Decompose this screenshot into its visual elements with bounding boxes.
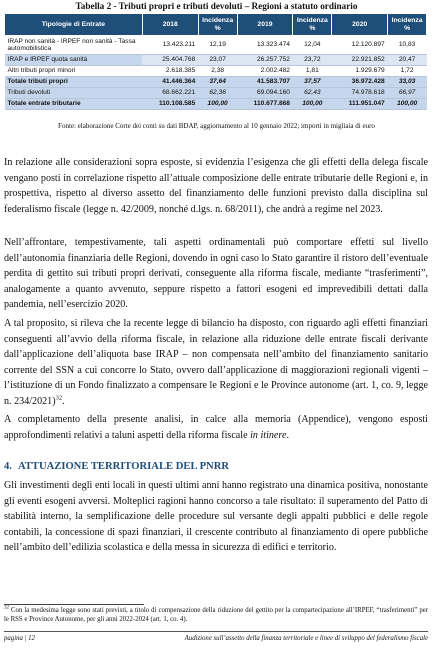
header-incidence-2019: Incidenza % <box>293 14 332 36</box>
paragraph-4-italic: in itinere <box>250 429 287 441</box>
header-2019: 2019 <box>237 14 293 36</box>
value-2020: 74.978.618 <box>332 88 388 99</box>
row-label: IRAP e IRPEF quota sanità <box>5 55 143 66</box>
paragraph-2: Nell’affrontare, tempestivamente, tali aspetti ordinamentali può comportare effetti sul livello dell’autonomia finanziaria delle Regioni, dovendo in ogni caso lo Stato garantire il ristoro dell’eventuale perdita di gettito sui tributi propri derivati, conseguente alla riforma fiscale, mediante “trasferimenti”, analogamente a quanto avvenuto, seppure rispetto a fattori esogeni ed imprevedibili dettati dalla pandemia, nell’esercizio 2020. <box>4 237 428 311</box>
value-2019: 110.677.868 <box>237 99 293 110</box>
value-2020: 22.921.852 <box>332 55 388 66</box>
incidence-2018: 62,36 <box>198 88 237 99</box>
page-number: pagina | 12 <box>4 635 35 642</box>
table-row-subtotal <box>5 77 427 88</box>
footnote-number: 32 <box>4 605 9 611</box>
value-2019: 69.094.160 <box>237 88 293 99</box>
page-footer <box>4 633 428 645</box>
section-number: 4. <box>4 461 12 472</box>
running-title: Audizione sull’assetto della finanza territoriale e linee di sviluppo del federalismo fiscale <box>184 635 428 642</box>
value-2018: 2.618.385 <box>142 66 198 77</box>
table-title: Tabella 2 - Tributi propri e tributi devoluti – Regioni a statuto ordinario <box>75 1 358 11</box>
row-label: Tributi devoluti <box>5 88 143 99</box>
value-2019: 41.583.707 <box>237 77 293 88</box>
header-2018: 2018 <box>142 14 198 36</box>
paragraph-3-end: . <box>62 395 65 407</box>
value-2018: 41.446.364 <box>142 77 198 88</box>
header-incidence-2020: Incidenza % <box>388 14 427 36</box>
incidence-2018: 37,64 <box>198 77 237 88</box>
tax-revenue-table <box>4 13 427 110</box>
row-label: Totale tributi propri <box>5 77 143 88</box>
value-2019: 26.257.752 <box>237 55 293 66</box>
section-title: ATTUAZIONE TERRITORIALE DEL PNRR <box>17 461 229 472</box>
value-2019: 13.323.474 <box>237 36 293 55</box>
row-label: IRAP non sanità - IRPEF non sanità - Tassa automobilistica <box>5 36 143 55</box>
incidence-2018: 12,19 <box>198 36 237 55</box>
footer-separator <box>4 631 428 632</box>
table-row <box>5 55 427 66</box>
footnote-separator <box>4 604 144 605</box>
paragraph-4-text: A completamento della presente analisi, in calce alla memoria (Appendice), vengono esposti approfondimenti relativi a taluni aspetti della riforma fiscale <box>4 414 428 441</box>
incidence-2019: 23,72 <box>293 55 332 66</box>
row-label: Altri tributi propri minori <box>5 66 143 77</box>
value-2018: 13.423.211 <box>142 36 198 55</box>
incidence-2019: 1,81 <box>293 66 332 77</box>
value-2020: 111.951.047 <box>332 99 388 110</box>
row-label: Totale entrate tributarie <box>5 99 143 110</box>
value-2018: 25.404.768 <box>142 55 198 66</box>
value-2018: 110.108.585 <box>142 99 198 110</box>
incidence-2018: 23,07 <box>198 55 237 66</box>
value-2020: 1.929.679 <box>332 66 388 77</box>
incidence-2020: 66,97 <box>388 88 427 99</box>
value-2020: 36.972.428 <box>332 77 388 88</box>
incidence-2019: 37,57 <box>293 77 332 88</box>
paragraph-4 <box>4 412 428 443</box>
footnote-text: Con la medesima legge sono stati previsti, a titolo di compensazione della riduzione del gettito per la compartecipazione all’IRPEF, “trasferimenti” per le RSS e Province Autonome, per gli anni 2022-2024 (art. 1, co. 4). <box>4 607 428 623</box>
value-2019: 2.002.482 <box>237 66 293 77</box>
table-row <box>5 88 427 99</box>
incidence-2020: 20,47 <box>388 55 427 66</box>
paragraph-1: In relazione alle considerazioni sopra esposte, si evidenzia l’esigenza che gli effetti della delega fiscale vengano posti in correlazione rispetto all’attuale composizione delle entrate tributarie delle Regioni e, in prospettiva, rispetto al diverso assetto del finanziamento delle funzioni previsto dalla disciplina sul federalismo fiscale (legge n. 42/2009, nonché d.lgs. n. 68/2011), che andrà a regime nel 2023. <box>4 157 428 215</box>
footnote-reference[interactable]: 32 <box>55 394 63 402</box>
incidence-2020: 1,72 <box>388 66 427 77</box>
header-2020: 2020 <box>332 14 388 36</box>
incidence-2020: 10,83 <box>388 36 427 55</box>
table-header-row <box>5 14 427 36</box>
footnote <box>4 606 428 624</box>
table-row <box>5 36 427 55</box>
value-2020: 12.120.897 <box>332 36 388 55</box>
paragraph-3-text: A tal proposito, si rileva che la recente legge di bilancio ha disposto, con riguardo agli effetti finanziari conseguenti all’avvio della riforma fiscale, in relazione alla riduzione delle entrate fiscali derivante dall’applicazione dell’aliquota base IRAP – non compensata nell’ambito del finanziamento sanitario corrente del SSN a cui concorre lo Stato, ovvero dall’applicazione di maggiorazioni regionali vigenti – l’istituzione di un Fondo finalizzato a compensare le Regioni e le Province autonome (art. 1, co. 9, legge n. 234/2021) <box>4 318 428 407</box>
incidence-2018: 100,00 <box>198 99 237 110</box>
incidence-2018: 2,38 <box>198 66 237 77</box>
paragraph-3 <box>4 316 428 410</box>
header-incidence-2018: Incidenza % <box>198 14 237 36</box>
table-source-note: Fonte: elaborazione Corte dei conti su dati BDAP, aggiornamento al 10 gennaio 2022; importi in migliaia di euro <box>58 122 375 130</box>
section-heading <box>4 460 428 474</box>
incidence-2020: 100,00 <box>388 99 427 110</box>
value-2018: 68.662.221 <box>142 88 198 99</box>
incidence-2019: 62,43 <box>293 88 332 99</box>
incidence-2020: 33,03 <box>388 77 427 88</box>
paragraph-4-end: . <box>286 429 289 441</box>
header-type: Tipologie di Entrate <box>5 14 143 36</box>
paragraph-5: Gli investimenti degli enti locali in questi ultimi anni hanno registrato una dinamica positiva, nonostante gli eventi esogeni avversi. Molteplici ragioni hanno concorso a tale risultato: il superamento del Patto di stabilità interno, la semplificazione delle procedure sul versante degli appalti pubblici e delle regole contabili, la concessione di spazi finanziari, il crescente contributo al finanziamento di opere pubbliche nell’ambito dell’edilizia scolastica e della messa in sicurezza di edifici e territorio. <box>4 480 428 554</box>
incidence-2019: 100,00 <box>293 99 332 110</box>
table-row <box>5 66 427 77</box>
table-row-total <box>5 99 427 110</box>
incidence-2019: 12,04 <box>293 36 332 55</box>
